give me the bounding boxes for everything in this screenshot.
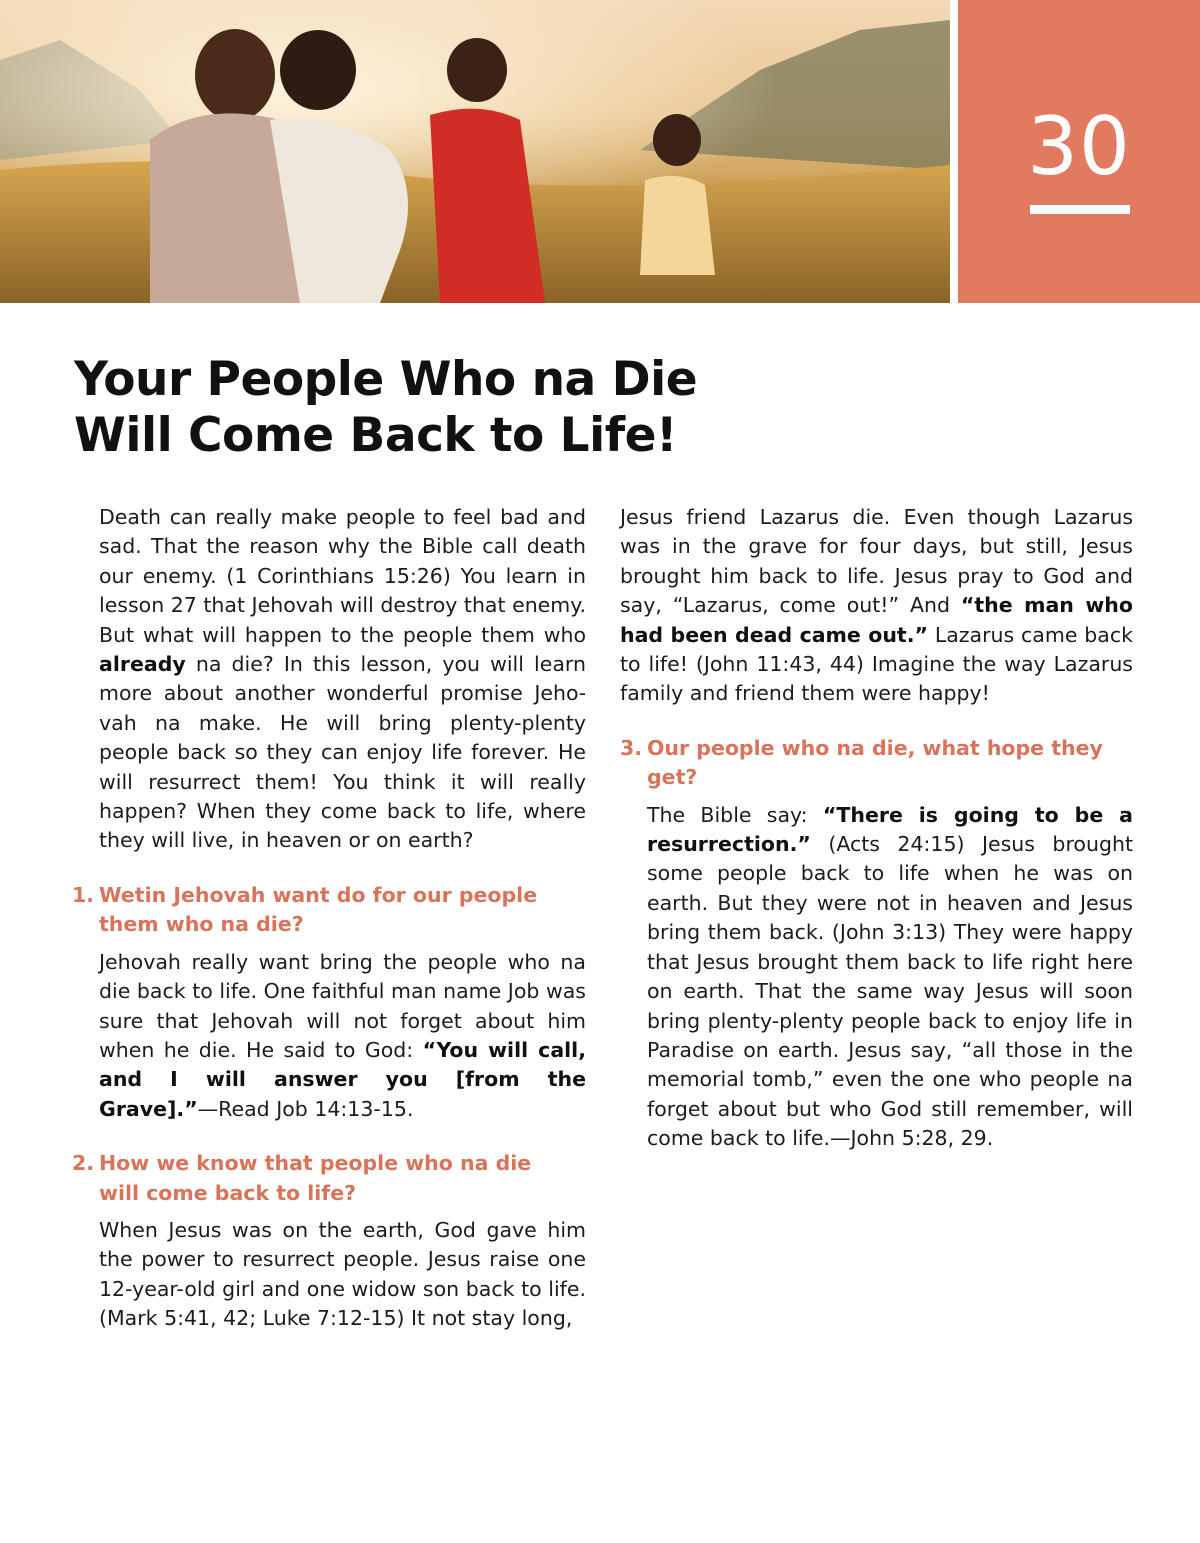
left-column [72, 503, 586, 1334]
question-number: 1. [72, 882, 95, 907]
question-1 [72, 881, 586, 940]
intro-bold: already [99, 652, 186, 677]
answer-bold: “There is going to be a resurrection.” [647, 802, 1134, 857]
answer-3 [620, 801, 1133, 1154]
question-text: How we know that people who na die will come back to life? [99, 1151, 532, 1205]
answer-2-cont-text: Jesus friend Lazarus die. Even though Lazarus was in the grave for four days, but still, Jesus brought him back to life. Jesus pray to God and say, “Lazarus, come out!” And [620, 505, 1133, 618]
question-number: 2. [72, 1151, 95, 1176]
question-3 [620, 734, 1133, 793]
answer-text-a: The Bible say: [647, 802, 823, 827]
answer-text-b: —Read Job 14:13-15. [197, 1096, 414, 1121]
answer-text-b: Lazarus came back to life! (John 11:43, 44) Imagine the way Lazarus family and friend them were happy! [620, 622, 1133, 706]
answer-text-a: When Jesus was on the earth, God gave him the power to resurrect people. Jesus raise one 12-year-old girl and one widow son back to life. (Mark 5:41, 42; Luke 7:12-15) It not stay long, [99, 1217, 586, 1331]
answer-bold: “You will call, and I will answer you [from the Grave].” [99, 1037, 586, 1121]
lesson-number: 30 [1027, 100, 1131, 193]
question-text: Our people who na die, what hope they get? [647, 735, 1103, 790]
header-divider [950, 0, 958, 303]
right-column-content [620, 503, 1133, 1154]
answer-2-continued [620, 503, 1133, 709]
question-number: 3. [620, 735, 643, 760]
question-2 [72, 1149, 554, 1208]
lesson-number-underline [1030, 205, 1130, 214]
page-title [74, 352, 774, 464]
title-line-2: Will Come Back to Life! [74, 408, 677, 463]
answer-2-part-1 [72, 1216, 586, 1334]
lesson-number-box [958, 0, 1200, 303]
intro-paragraph [72, 503, 586, 856]
answer-text-b: (Acts 24:15) Jesus brought some people back to life when he was on earth. But they were not in heaven and Jesus bring them back. (John 3:13) They were happy that Jesus brought them back to life right here on earth. That the same way Jesus will soon bring plenty-plenty people back to enjoy life in Paradise on earth. Jesus say, “all those in the memorial tomb,” even the one who people na forget about but who God still remember, will come back to life.—John 5:28, 29. [647, 832, 1133, 1151]
answer-text-a: Jehovah really want bring the people who na die back to life. One faithful man name Job was sure that Jehovah will not forget about him when he die. He said to God: [99, 949, 586, 1062]
answer-bold: “the man who had been dead came out.” [620, 593, 1133, 647]
intro-text-1: Death can really make people to feel bad and sad. That the reason why the Bible call death our enemy. (1 Corinthians 15:26) You learn in lesson 27 that Jehovah will destroy that enemy. But what will happen to the people them who [99, 505, 586, 647]
header-photo [0, 0, 950, 303]
title-line-1: Your People Who na Die [74, 352, 698, 407]
question-text: Wetin Jehovah want do for our people them who na die? [99, 882, 538, 937]
answer-1 [72, 948, 586, 1124]
intro-text-2: na die? In this lesson, you will learn more about another wonderful promise Jehovah na make. He will bring plenty-plenty people back so they can enjoy life forever. He will resurrect them! You think it will really happen? When they come back to life, where they will live, in heaven or on earth? [99, 652, 586, 853]
